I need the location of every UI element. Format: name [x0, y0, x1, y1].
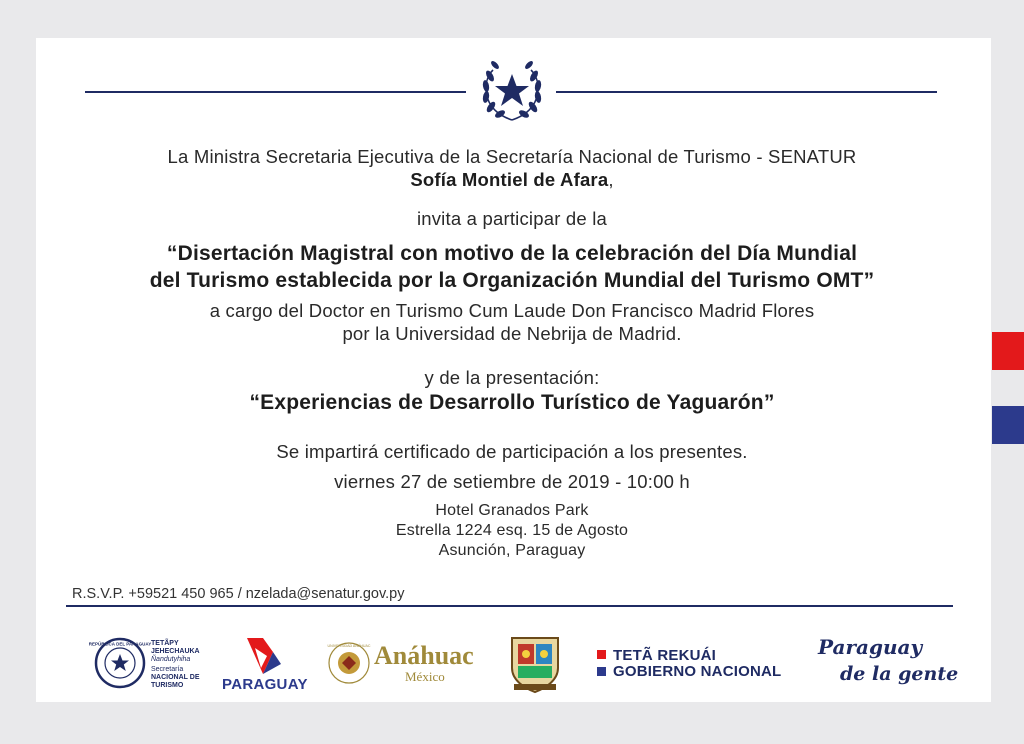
presentation-title: “Experiencias de Desarrollo Turístico de Yaguarón” [249, 391, 775, 414]
event-title-line2: del Turismo establecida por la Organización Mundial del Turismo OMT” [149, 269, 875, 292]
senatur-line2: JEHECHAUKA [151, 648, 200, 655]
footer-rule [66, 605, 953, 607]
municipal-crest-logo [506, 632, 564, 694]
gobierno-line1: TETÃ REKUÁI [613, 647, 717, 664]
anahuac-ring-logo [327, 641, 371, 685]
senatur-line5: NACIONAL DE [151, 674, 200, 681]
anahuac-ring-text: UNIVERSIDAD ANÁHUAC [327, 644, 371, 648]
flag-blue-tab [992, 406, 1024, 444]
senatur-text-block [151, 640, 200, 690]
paraguay-brand-mark [243, 634, 283, 676]
invite-line: invita a participar de la [416, 208, 608, 229]
host-name-comma: , [608, 169, 614, 190]
senatur-line6: TURISMO [151, 682, 184, 689]
speaker-line1: a cargo del Doctor en Turismo Cum Laude Don Francisco Madrid Flores [209, 300, 815, 321]
host-name: Sofía Montiel de Afara [410, 169, 609, 190]
anahuac-sub: México [405, 669, 445, 684]
star-laurel-emblem [473, 56, 551, 126]
paraguay-gente-line1: Paraguay [818, 635, 923, 659]
rsvp-contact: R.S.V.P. +59521 450 965 / nzelada@senatur.gov.py [72, 586, 405, 602]
senatur-line3: Ñandutyhiha [151, 656, 191, 663]
senatur-line4: Secretaría [151, 666, 184, 673]
seal-text: REPÚBLICA DEL PARAGUAY [88, 641, 152, 647]
flag-red-tab [992, 332, 1024, 370]
venue-city: Asunción, Paraguay [438, 542, 586, 559]
senatur-line1: TETÃPY [151, 640, 179, 647]
gobierno-line2: GOBIERNO NACIONAL [613, 663, 782, 680]
gobierno-flag-squares [597, 650, 606, 676]
presentation-intro: y de la presentación: [424, 367, 600, 388]
paraguay-brand-text: PARAGUAY [222, 676, 308, 693]
anahuac-name: Anáhuac [374, 641, 474, 670]
venue-address: Estrella 1224 esq. 15 de Agosto [395, 522, 629, 539]
speaker-line2: por la Universidad de Nebrija de Madrid. [342, 323, 682, 344]
paraguay-gente-line2: de la gente [840, 663, 959, 685]
top-rule-right [556, 91, 937, 93]
certificate-note: Se impartirá certificado de participación a los presentes. [276, 441, 748, 462]
venue-name: Hotel Granados Park [435, 502, 589, 519]
event-title-line1: “Disertación Magistral con motivo de la celebración del Día Mundial [166, 242, 858, 265]
top-rule-left [85, 91, 466, 93]
senatur-seal-logo [88, 637, 152, 689]
host-name-line [0, 169, 1024, 191]
event-datetime: viernes 27 de setiembre de 2019 - 10:00 h [334, 471, 690, 492]
ministry-line: La Ministra Secretaria Ejecutiva de la Secretaría Nacional de Turismo - SENATUR [167, 146, 857, 167]
